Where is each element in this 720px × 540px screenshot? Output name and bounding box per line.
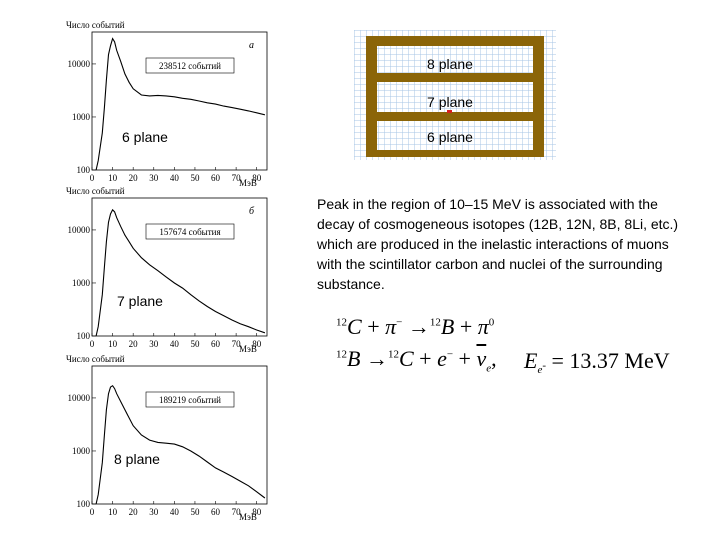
- eq2-electron: e: [437, 346, 447, 371]
- y-tick-label: 10000: [67, 58, 90, 69]
- eq2-plus-2: +: [458, 346, 471, 371]
- x-tick-label: 0: [89, 339, 95, 349]
- reaction-equation-2: [336, 346, 497, 374]
- x-tick-label: 0: [89, 173, 95, 183]
- spectrum-panel-8-plane: [62, 352, 284, 527]
- frame-top-beam: [366, 36, 544, 46]
- eq2-mass-left: 12: [336, 348, 347, 361]
- eq2-boron: B: [347, 346, 361, 371]
- plot-frame: [92, 366, 267, 504]
- eq1-arrow: →: [407, 314, 430, 339]
- x-tick-label: 40: [169, 339, 179, 349]
- x-tick-label: 40: [169, 173, 179, 183]
- y-tick-label: 10000: [67, 392, 90, 403]
- eq2-carbon: C: [398, 346, 414, 371]
- x-tick-label: 10: [108, 339, 118, 349]
- y-axis-title: Число событий: [66, 354, 125, 364]
- panel-label-8-plane: 8 plane: [114, 451, 160, 467]
- eq2-comma: ,: [491, 346, 497, 371]
- x-tick-label: 50: [190, 339, 200, 349]
- eq1-mass-left: 12: [336, 316, 347, 329]
- spectrum-panel-7-plane: [62, 184, 284, 359]
- y-tick-label: 1000: [72, 111, 90, 122]
- x-axis-unit: МэВ: [239, 512, 257, 522]
- x-axis-unit: МэВ: [239, 178, 257, 188]
- x-tick-label: 60: [211, 507, 221, 517]
- eq1-pion-zero: 0: [488, 316, 495, 329]
- x-tick-label: 60: [211, 339, 221, 349]
- y-tick-label: 100: [76, 499, 90, 509]
- energy-value: = 13.37 MeV: [551, 348, 670, 373]
- x-tick-label: 50: [190, 507, 200, 517]
- y-tick-label: 100: [76, 331, 90, 341]
- energy-sub: [537, 359, 547, 377]
- diagram-label-8-plane: 8 plane: [427, 56, 473, 72]
- panel-label-6-plane: 6 plane: [122, 129, 168, 145]
- eq1-plus-2: +: [459, 314, 473, 339]
- energy-sub-letter: e: [537, 364, 543, 377]
- frame-middle-beam-lower: [366, 112, 544, 121]
- y-tick-label: 100: [76, 165, 90, 175]
- frame-left-post: [366, 36, 377, 157]
- eq1-boron: B: [440, 314, 455, 339]
- energy-equation: [524, 348, 670, 376]
- x-tick-label: 40: [169, 507, 179, 517]
- x-tick-label: 80: [252, 173, 262, 183]
- description-text: Peak in the region of 10–15 MeV is associated with the decay of cosmogeneous isotopes (12B, 12N, 8B, 8Li, etc.) which are produced in the inelastic interactions of muons with the scintillator carbon and nuclei of the surrounding substance.: [317, 196, 679, 292]
- y-axis-title: Число событий: [66, 186, 125, 196]
- eq2-mass-right: 12: [387, 348, 399, 361]
- energy-symbol: E: [524, 348, 538, 373]
- y-tick-label: 10000: [67, 224, 90, 235]
- frame-middle-beam-upper: [366, 73, 544, 82]
- eq1-pion-minus: −: [396, 316, 403, 329]
- diagram-label-6-plane: 6 plane: [427, 129, 473, 145]
- spectrum-chart-7-plane: [62, 184, 284, 359]
- eq2-arrow: →: [365, 346, 388, 371]
- eq2-neutrino: $\overline{\nu}$: [476, 346, 487, 371]
- y-tick-label: 1000: [72, 277, 90, 288]
- plot-frame: [92, 198, 267, 336]
- eq1-pion: π: [385, 314, 397, 339]
- spectrum-chart-6-plane: [62, 18, 284, 193]
- panel-letter: а: [249, 40, 254, 51]
- diagram-label-7-plane: 7 plane: [427, 94, 473, 110]
- frame-bottom-beam: [366, 150, 544, 157]
- x-tick-label: 20: [128, 507, 138, 517]
- reaction-equation-1: [336, 314, 494, 340]
- spectrum-chart-8-plane: [62, 352, 284, 527]
- event-count-text: 189219 событий: [159, 395, 221, 405]
- eq1-plus: +: [367, 314, 380, 339]
- x-tick-label: 20: [128, 339, 138, 349]
- x-tick-label: 60: [211, 173, 221, 183]
- x-tick-label: 50: [190, 173, 200, 183]
- x-tick-label: 70: [231, 507, 241, 517]
- x-tick-label: 80: [252, 507, 262, 517]
- plot-frame: [92, 32, 267, 170]
- marker-7-plane: [447, 110, 452, 113]
- spectrum-panel-6-plane: [62, 18, 284, 193]
- eq2-plus: +: [419, 346, 432, 371]
- y-tick-label: 1000: [72, 445, 90, 456]
- x-tick-label: 10: [108, 173, 118, 183]
- x-tick-label: 10: [108, 507, 118, 517]
- x-tick-label: 20: [128, 173, 138, 183]
- x-axis-unit: МэВ: [239, 344, 257, 354]
- y-axis-title: Число событий: [66, 20, 125, 30]
- x-tick-label: 70: [231, 339, 241, 349]
- eq1-carbon: C: [347, 314, 362, 339]
- eq1-pion-2: π: [477, 314, 489, 339]
- x-tick-label: 30: [149, 339, 159, 349]
- event-count-text: 157674 события: [159, 227, 221, 237]
- event-count-text: 238512 событий: [159, 61, 221, 71]
- x-tick-label: 30: [149, 173, 159, 183]
- eq2-electron-minus: −: [446, 348, 454, 361]
- energy-sub-sup: -: [542, 359, 547, 372]
- x-tick-label: 0: [89, 507, 95, 517]
- panel-label-7-plane: 7 plane: [117, 293, 163, 309]
- x-tick-label: 30: [149, 507, 159, 517]
- eq1-mass-right: 12: [429, 316, 441, 329]
- x-tick-label: 80: [252, 339, 262, 349]
- x-tick-label: 70: [231, 173, 241, 183]
- panel-letter: б: [249, 206, 255, 217]
- frame-right-post: [533, 36, 544, 157]
- eq2-neutrino-sub: e: [486, 362, 492, 375]
